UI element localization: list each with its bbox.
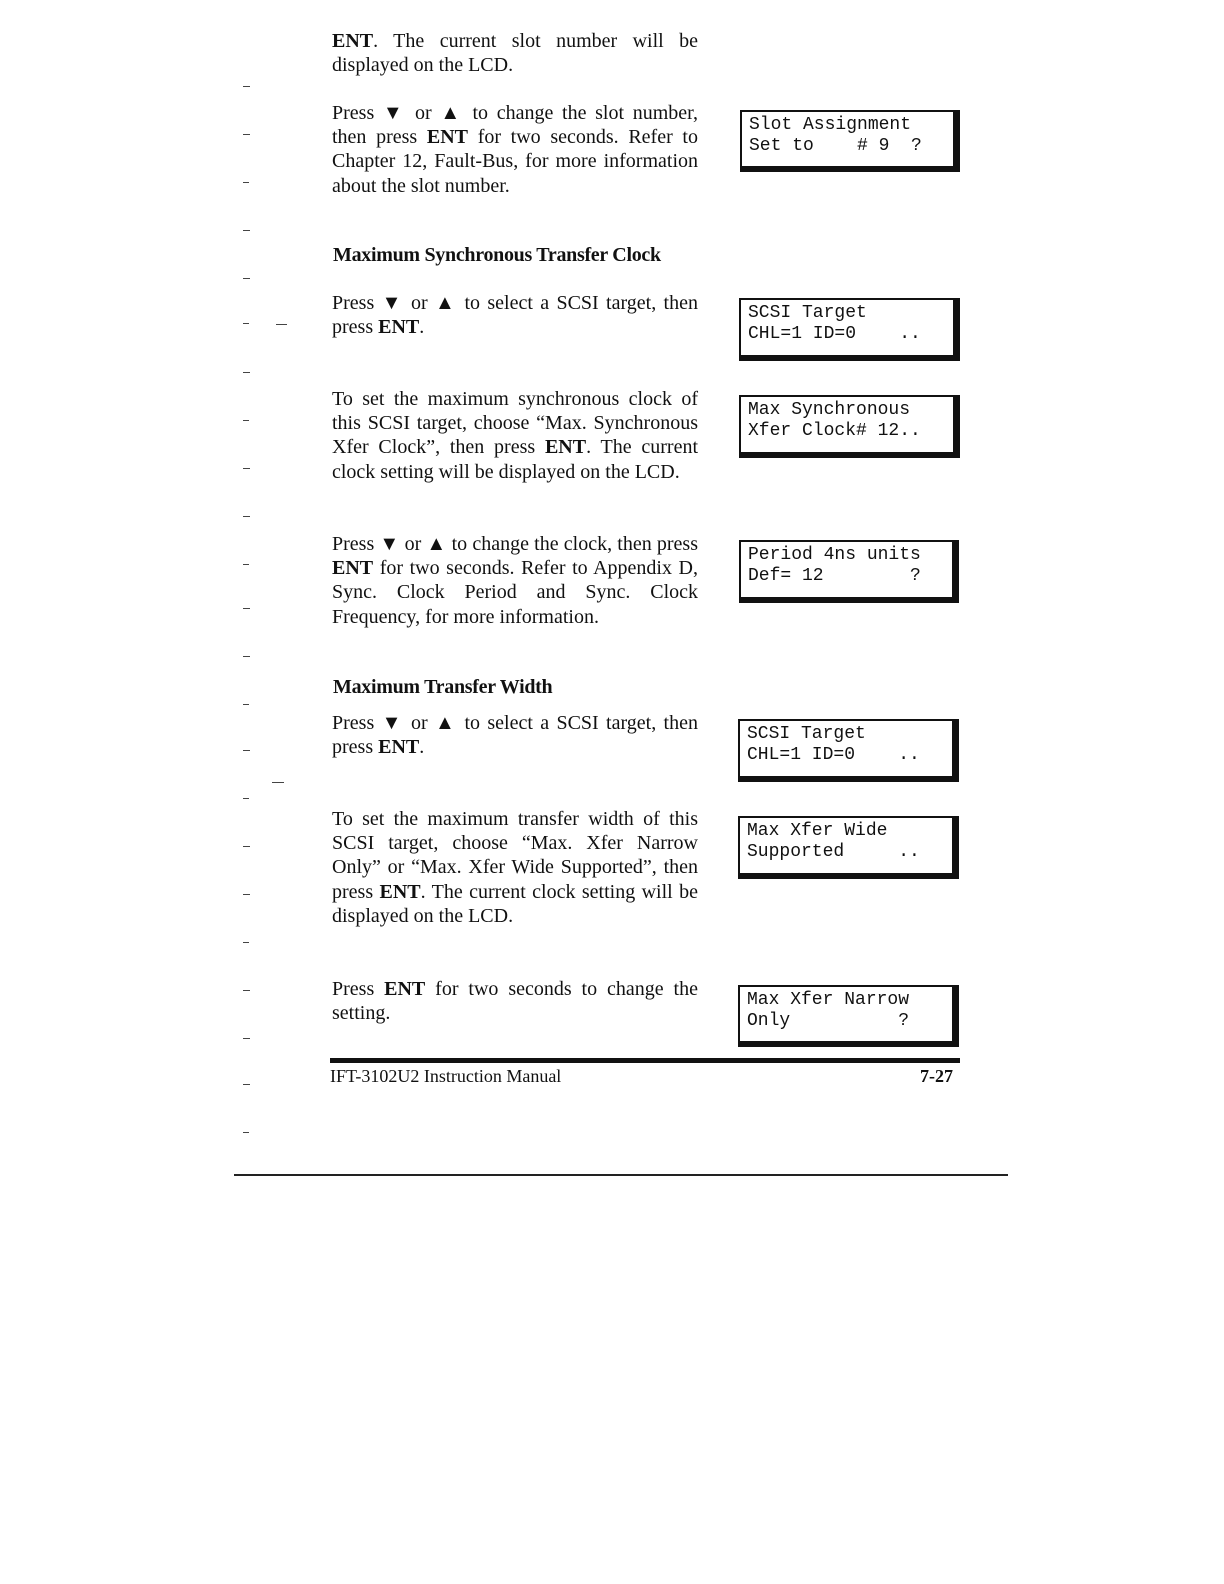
lcd-max-synchronous	[739, 395, 960, 458]
margin-mark	[243, 420, 249, 421]
paragraph-press-ent-change-setting: Press ENT for two seconds to change the setting.	[332, 978, 698, 1025]
margin-mark	[243, 608, 250, 609]
margin-mark	[243, 942, 249, 943]
paragraph-slot-number-display: ENT. The current slot number will be displayed on the LCD.	[332, 30, 698, 77]
margin-mark	[243, 278, 250, 279]
lcd-line-1: Max Xfer Wide	[747, 821, 888, 841]
margin-mark	[243, 468, 250, 469]
margin-mark	[272, 782, 284, 783]
margin-mark	[243, 750, 250, 751]
margin-mark	[243, 798, 249, 799]
lcd-line-2: Supported ..	[747, 842, 920, 862]
lcd-line-1: Max Synchronous	[748, 400, 911, 420]
paragraph-set-max-sync-clock: To set the maximum synchronous clock of this SCSI target, choose “Max. Synchronous Xfer Clock”, then press ENT. The current clock setting will be displayed on the LCD.	[332, 388, 698, 483]
margin-mark	[243, 564, 249, 565]
margin-mark	[276, 324, 287, 325]
margin-mark	[243, 1084, 250, 1085]
margin-mark	[243, 894, 250, 895]
lcd-line-1: Slot Assignment	[749, 115, 912, 135]
margin-mark	[243, 86, 250, 87]
lcd-period-units	[739, 540, 959, 603]
paragraph-set-max-transfer-width: To set the maximum transfer width of this SCSI target, choose “Max. Xfer Narrow Only” or “Max. Xfer Wide Supported”, then press ENT. The current clock setting will be displayed on the LCD.	[332, 808, 698, 927]
lcd-slot-assignment	[740, 110, 960, 172]
page-edge-rule	[234, 1174, 1008, 1176]
paragraph-change-slot-number: Press ▼ or ▲ to change the slot number, then press ENT for two seconds. Refer to Chapter 12, Fault-Bus, for more information about the slot number.	[332, 102, 698, 197]
footer-rule	[330, 1058, 960, 1063]
heading-max-transfer-width: Maximum Transfer Width	[333, 676, 553, 698]
margin-mark	[243, 704, 249, 705]
margin-mark	[243, 1038, 250, 1039]
margin-mark	[243, 656, 250, 657]
lcd-scsi-target-1	[739, 298, 960, 361]
margin-mark	[243, 134, 250, 135]
margin-mark	[243, 372, 250, 373]
footer-page-number: 7-27	[920, 1066, 953, 1086]
lcd-max-xfer-narrow	[738, 985, 959, 1047]
margin-mark	[243, 323, 249, 324]
lcd-line-1: Max Xfer Narrow	[747, 990, 910, 1010]
lcd-line-2: Def= 12 ?	[748, 566, 921, 586]
margin-mark	[243, 990, 250, 991]
lcd-line-1: Period 4ns units	[748, 545, 921, 565]
margin-mark	[243, 516, 250, 517]
lcd-line-2: CHL=1 ID=0 ..	[747, 745, 920, 765]
lcd-line-2: Xfer Clock# 12..	[748, 421, 921, 441]
footer-manual-title: IFT-3102U2 Instruction Manual	[330, 1066, 562, 1086]
lcd-max-xfer-wide	[738, 816, 959, 879]
lcd-line-2: Only ?	[747, 1011, 910, 1031]
lcd-scsi-target-2	[738, 719, 959, 782]
paragraph-select-scsi-target-2: Press ▼ or ▲ to select a SCSI target, then press ENT.	[332, 712, 698, 759]
margin-mark	[243, 846, 250, 847]
margin-mark	[243, 230, 250, 231]
margin-mark	[243, 1132, 249, 1133]
paragraph-change-clock: Press ▼ or ▲ to change the clock, then press ENT for two seconds. Refer to Appendix D, Sync. Clock Period and Sync. Clock Frequency, for more information.	[332, 533, 698, 628]
paragraph-select-scsi-target-1: Press ▼ or ▲ to select a SCSI target, then press ENT.	[332, 292, 698, 339]
lcd-line-1: SCSI Target	[748, 303, 867, 323]
lcd-line-1: SCSI Target	[747, 724, 866, 744]
margin-mark	[243, 182, 249, 183]
heading-max-sync-transfer-clock: Maximum Synchronous Transfer Clock	[333, 244, 661, 266]
lcd-line-2: Set to # 9 ?	[749, 136, 922, 156]
lcd-line-2: CHL=1 ID=0 ..	[748, 324, 921, 344]
